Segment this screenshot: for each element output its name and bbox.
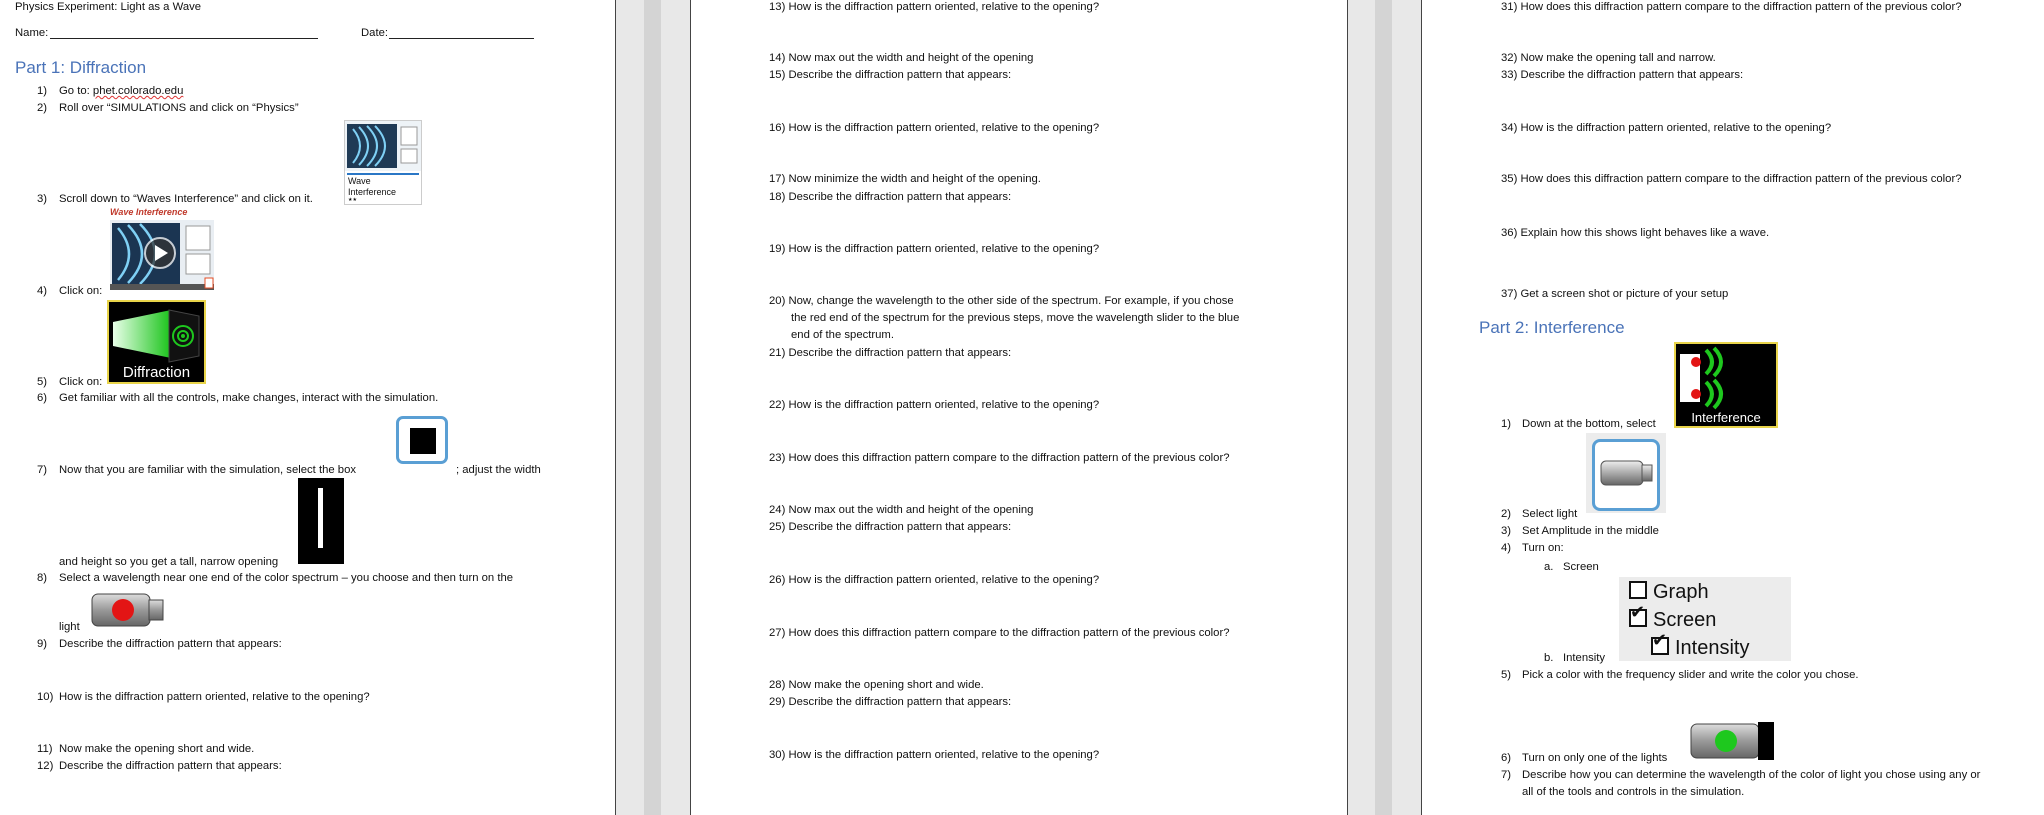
wave-sim-preview-image bbox=[345, 121, 421, 171]
name-line[interactable] bbox=[50, 38, 318, 39]
step-text: Pick a color with the frequency slider and write the color you chose. bbox=[1522, 669, 1859, 681]
step-text-continued: all of the tools and controls in the simulation. bbox=[1522, 786, 1745, 798]
intensity-label: Intensity bbox=[1675, 637, 1750, 659]
substep-letter: b. bbox=[1544, 652, 1554, 664]
wave-interference-thumbnail bbox=[344, 120, 422, 205]
barrier-box-icon[interactable] bbox=[396, 416, 448, 464]
narrow-opening-image bbox=[298, 478, 344, 564]
screen-label: Screen bbox=[1653, 609, 1717, 631]
list-item bbox=[59, 84, 183, 98]
list-item: Click on: bbox=[59, 285, 103, 297]
diffraction-tab-icon[interactable] bbox=[107, 300, 206, 384]
question-continued: end of the spectrum. bbox=[791, 329, 894, 341]
step-number: 7) bbox=[1501, 769, 1512, 781]
item-number: 7) bbox=[37, 464, 48, 476]
item-number: 3) bbox=[37, 193, 48, 205]
video-preview-image bbox=[110, 220, 214, 290]
question: 34) How is the diffraction pattern oriented, relative to the opening? bbox=[1501, 122, 1832, 134]
question: 29) Describe the diffraction pattern that appears: bbox=[769, 696, 1012, 708]
step-number: 5) bbox=[1501, 669, 1512, 681]
item-number: 4) bbox=[37, 285, 48, 297]
view-options-panel bbox=[1619, 577, 1791, 661]
screen-checkbox-row[interactable] bbox=[1629, 602, 1717, 633]
red-light-source-icon[interactable] bbox=[91, 592, 165, 628]
question: 36) Explain how this shows light behaves like a wave. bbox=[1501, 227, 1770, 239]
step-number: 4) bbox=[1501, 542, 1512, 554]
list-item-continued: light bbox=[59, 621, 80, 633]
question: 24) Now max out the width and height of the opening bbox=[769, 504, 1034, 516]
document-page-1 bbox=[0, 0, 616, 815]
document-page-3 bbox=[1421, 0, 2044, 815]
thumbnail-caption: Wave Interference bbox=[348, 176, 397, 197]
question: 35) How does this diffraction pattern compare to the diffraction pattern of the previous color? bbox=[1501, 173, 1962, 185]
date-label: Date: bbox=[361, 27, 389, 39]
substep-text: Screen bbox=[1563, 561, 1599, 573]
item-number: 2) bbox=[37, 102, 48, 114]
list-item: Select a wavelength near one end of the color spectrum – you choose and then turn on the bbox=[59, 572, 514, 584]
name-label: Name: bbox=[15, 27, 49, 39]
question: 17) Now minimize the width and height of the opening. bbox=[769, 173, 1041, 185]
question: 26) How is the diffraction pattern oriented, relative to the opening? bbox=[769, 574, 1100, 586]
step-number: 1) bbox=[1501, 418, 1512, 430]
item-number: 6) bbox=[37, 392, 48, 404]
step-text: Select light bbox=[1522, 508, 1578, 520]
section-heading-diffraction: Part 1: Diffraction bbox=[15, 58, 147, 77]
question: 23) How does this diffraction pattern compare to the diffraction pattern of the previous color? bbox=[769, 452, 1230, 464]
item-number: 12) bbox=[37, 760, 54, 772]
question: 33) Describe the diffraction pattern that appears: bbox=[1501, 69, 1744, 81]
item-number: 9) bbox=[37, 638, 48, 650]
substep-text: Intensity bbox=[1563, 652, 1606, 664]
interference-label: Interference bbox=[1691, 410, 1761, 425]
list-item: Get familiar with all the controls, make changes, interact with the simulation. bbox=[59, 392, 439, 404]
section-heading-interference: Part 2: Interference bbox=[1479, 318, 1625, 337]
page-gap bbox=[1347, 0, 1421, 815]
step-text: Turn on only one of the lights bbox=[1522, 752, 1668, 764]
step-text: Describe how you can determine the wavelength of the color of light you chose using any or bbox=[1522, 769, 1981, 781]
item-number: 10) bbox=[37, 691, 54, 703]
question: 22) How is the diffraction pattern oriented, relative to the opening? bbox=[769, 399, 1100, 411]
list-item: Scroll down to “Waves Interference” and click on it. bbox=[59, 193, 313, 205]
interference-image bbox=[1676, 344, 1776, 412]
item-text: Go to: bbox=[59, 85, 93, 97]
step-text: Set Amplitude in the middle bbox=[1522, 525, 1659, 537]
simulation-video-preview[interactable] bbox=[110, 220, 214, 290]
question: 13) How is the diffraction pattern oriented, relative to the opening? bbox=[769, 1, 1100, 13]
list-item: How is the diffraction pattern oriented, relative to the opening? bbox=[59, 691, 370, 703]
green-light-source-icon[interactable] bbox=[1690, 721, 1778, 761]
question-continued: the red end of the spectrum for the previous steps, move the wavelength slider to the blue bbox=[791, 312, 1240, 324]
step-number: 2) bbox=[1501, 508, 1512, 520]
question: 32) Now make the opening tall and narrow. bbox=[1501, 52, 1716, 64]
question: 27) How does this diffraction pattern compare to the diffraction pattern of the previous color? bbox=[769, 627, 1230, 639]
question: 21) Describe the diffraction pattern that appears: bbox=[769, 347, 1012, 359]
list-item: Roll over “SIMULATIONS and click on “Physics” bbox=[59, 102, 299, 114]
thumbnail-badge: ★★ bbox=[348, 197, 357, 203]
question: 25) Describe the diffraction pattern that appears: bbox=[769, 521, 1012, 533]
list-item: Click on: bbox=[59, 376, 103, 388]
unchecked-box-icon[interactable] bbox=[1629, 581, 1647, 599]
step-text: Turn on: bbox=[1522, 542, 1564, 554]
item-number: 5) bbox=[37, 376, 48, 388]
light-source-button[interactable] bbox=[1586, 433, 1666, 513]
diffraction-image bbox=[109, 302, 204, 366]
video-title: Wave Interference bbox=[110, 207, 188, 217]
list-item-continued: and height so you get a tall, narrow opening bbox=[59, 556, 279, 568]
date-line[interactable] bbox=[389, 38, 534, 39]
checked-box-icon[interactable]: ✔ bbox=[1629, 609, 1647, 627]
list-item: Now make the opening short and wide. bbox=[59, 743, 255, 755]
diffraction-label: Diffraction bbox=[122, 364, 191, 381]
question: 30) How is the diffraction pattern oriented, relative to the opening? bbox=[769, 749, 1100, 761]
intensity-checkbox-row[interactable] bbox=[1651, 630, 1750, 661]
checked-box-icon[interactable]: ✔ bbox=[1651, 637, 1669, 655]
question: 15) Describe the diffraction pattern that appears: bbox=[769, 69, 1012, 81]
question: 37) Get a screen shot or picture of your setup bbox=[1501, 288, 1729, 300]
substep-letter: a. bbox=[1544, 561, 1554, 573]
question: 16) How is the diffraction pattern oriented, relative to the opening? bbox=[769, 122, 1100, 134]
page-gap bbox=[616, 0, 690, 815]
item-number: 1) bbox=[37, 85, 48, 97]
flashlight-icon bbox=[1600, 459, 1656, 489]
list-item: Describe the diffraction pattern that appears: bbox=[59, 638, 282, 650]
list-item: Describe the diffraction pattern that appears: bbox=[59, 760, 282, 772]
question: 28) Now make the opening short and wide. bbox=[769, 679, 984, 691]
question: 19) How is the diffraction pattern oriented, relative to the opening? bbox=[769, 243, 1100, 255]
step-text: Down at the bottom, select bbox=[1522, 418, 1656, 430]
phet-link[interactable]: phet.colorado.edu bbox=[92, 85, 184, 97]
question: 31) How does this diffraction pattern compare to the diffraction pattern of the previous color? bbox=[1501, 1, 1962, 13]
interference-tab-icon[interactable] bbox=[1674, 342, 1778, 428]
item-number: 8) bbox=[37, 572, 48, 584]
list-item: Now that you are familiar with the simulation, select the box bbox=[59, 464, 356, 476]
step-number: 3) bbox=[1501, 525, 1512, 537]
graph-label: Graph bbox=[1653, 581, 1709, 603]
page-header: Physics Experiment: Light as a Wave bbox=[15, 1, 202, 13]
step-number: 6) bbox=[1501, 752, 1512, 764]
question: 14) Now max out the width and height of the opening bbox=[769, 52, 1034, 64]
document-page-2 bbox=[690, 0, 1348, 815]
list-item-continued: ; adjust the width bbox=[456, 464, 541, 476]
item-number: 11) bbox=[37, 743, 53, 755]
question: 20) Now, change the wavelength to the other side of the spectrum. For example, if you chose bbox=[769, 295, 1234, 307]
question: 18) Describe the diffraction pattern that appears: bbox=[769, 191, 1012, 203]
